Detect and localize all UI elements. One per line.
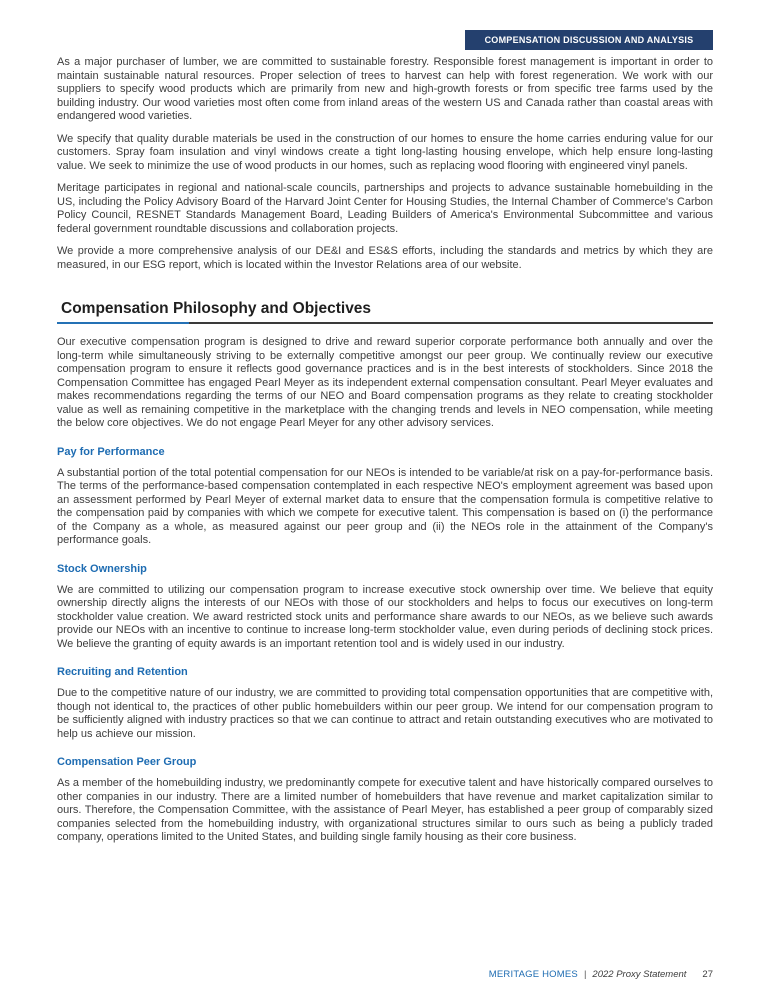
section-title: Compensation Philosophy and Objectives: [61, 300, 372, 317]
subsection-heading-stock-ownership: Stock Ownership: [57, 562, 147, 575]
subsection-heading-pay-for-performance: Pay for Performance: [57, 445, 165, 458]
intro-paragraph: Meritage participates in regional and national-scale councils, partnerships and projects to advance sustainable homebuilding in the US, including the Policy Advisory Board of the Harvard Joint Center for Housing Studies, the Internal Chamber of Commerce's Carbon Policy Council, RESNET Standards Management Board, Leading Builders of America's Environmental Subcommittee and various federal government roundtable discussions and collaboration projects.: [57, 182, 713, 235]
subsection-heading-recruiting-and-retention: Recruiting and Retention: [57, 666, 188, 678]
footer-separator: |: [583, 969, 587, 980]
footer-company-name: MERITAGE HOMES: [488, 969, 578, 980]
page-content: [57, 56, 713, 854]
intro-paragraph: As a major purchaser of lumber, we are committed to sustainable forestry. Responsible forest management is important in order to maintain sustainable natural resources. Proper selection of trees to harvest can help with forest regeneration. We work with our suppliers to specify wood products which are primarily from new and high-growth forests or from specific tree farms used by the building industry. Our wood varieties most often come from inland areas of the western US and Canada rather than coastal areas with endangered wood varieties.: [57, 56, 713, 122]
intro-paragraph: We specify that quality durable materials be used in the construction of our homes to ensure the home carries enduring value for our customers. Spray foam insulation and vinyl windows create a tight long-lasting housing envelope, which help ensure long-lasting value. We seek to minimize the use of wood products in our homes, such as replacing wood flooring with engineered vinyl panels.: [57, 132, 713, 172]
subsection-body: As a member of the homebuilding industry, we predominantly compete for executive talent and have historically compared ourselves to other companies in our industry. There are a limited number of homebuilders that have revenue and market capitalization similar to ours. Therefore, the Compensation Committee, with the assistance of Pearl Meyer, has established a peer group of comparably sized companies selected from the homebuilding industry, with organizational structures similar to ours such as being a publicly traded company, operations limited to the United States, and building single family housing as their core business.: [57, 777, 713, 843]
footer-document-title: 2022 Proxy Statement: [592, 969, 687, 980]
subsection-body: We are committed to utilizing our compensation program to increase executive stock ownership over time. We believe that equity ownership directly aligns the interests of our NEOs with those of our stockholders and helps to focus our executives on long-term stockholder value creation. We award restricted stock units and performance share awards to our NEOs, as we believe such awards provide our NEOs with an incentive to continue to increase long-term stockholder value, even during periods of declining stock prices. We believe the granting of equity awards is an important retention tool and is widely used in our industry.: [57, 583, 713, 650]
section-intro-paragraph: Our executive compensation program is designed to drive and reward superior corporate performance both annually and over the long-term while simultaneously striving to be externally competitive amongst our peer group. We continually review our executive compensation program to ensure it reflects good governance practices and is in the best interests of stockholders. Since 2018 the Compensation Committee has engaged Pearl Meyer as its independent external compensation consultant. Pearl Meyer evaluates and makes recommendations regarding the terms of our NEO and Board compensation programs as they relate to creating stockholder value as well as remaining competitive in the marketplace with the changing trends and levels in NEO compensation, while meeting the below core objectives. We do not engage Pearl Meyer for any other advisory services.: [57, 336, 713, 429]
section-title-rule: [57, 322, 713, 324]
intro-paragraph: We provide a more comprehensive analysis of our DE&I and ES&S efforts, including the standards and metrics by which they are measured, in our ESG report, which is located within the Investor Relations area of our website.: [57, 245, 713, 271]
section-badge: COMPENSATION DISCUSSION AND ANALYSIS: [465, 30, 713, 50]
subsection-heading-compensation-peer-group: Compensation Peer Group: [57, 756, 197, 768]
subsection-body: Due to the competitive nature of our industry, we are committed to providing total compensation opportunities that are competitive with, though not identical to, the practices of other public homebuilders within our peer group. We intend for our compensation program to be sufficiently aligned with industry practices so that we can continue to attract and retain outstanding executives who are motivated to help us achieve our mission.: [57, 687, 713, 740]
subsection-body: A substantial portion of the total potential compensation for our NEOs is intended to be variable/at risk on a pay-for-performance basis. The terms of the performance-based compensation contemplated in each respective NEO's employment agreement was based upon an assessment performed by Pearl Meyer of external market data to ensure that the compensation formula is competitive relative to the compensation paid by companies with which we compete for executive talent. This compensation is based on (i) the performance of the Company as a whole, as measured against our peer group and (ii) the NEOs role in the attainment of the Company's performance goals.: [57, 466, 713, 546]
page-footer: [489, 969, 713, 980]
footer-page-number: 27: [702, 969, 713, 980]
